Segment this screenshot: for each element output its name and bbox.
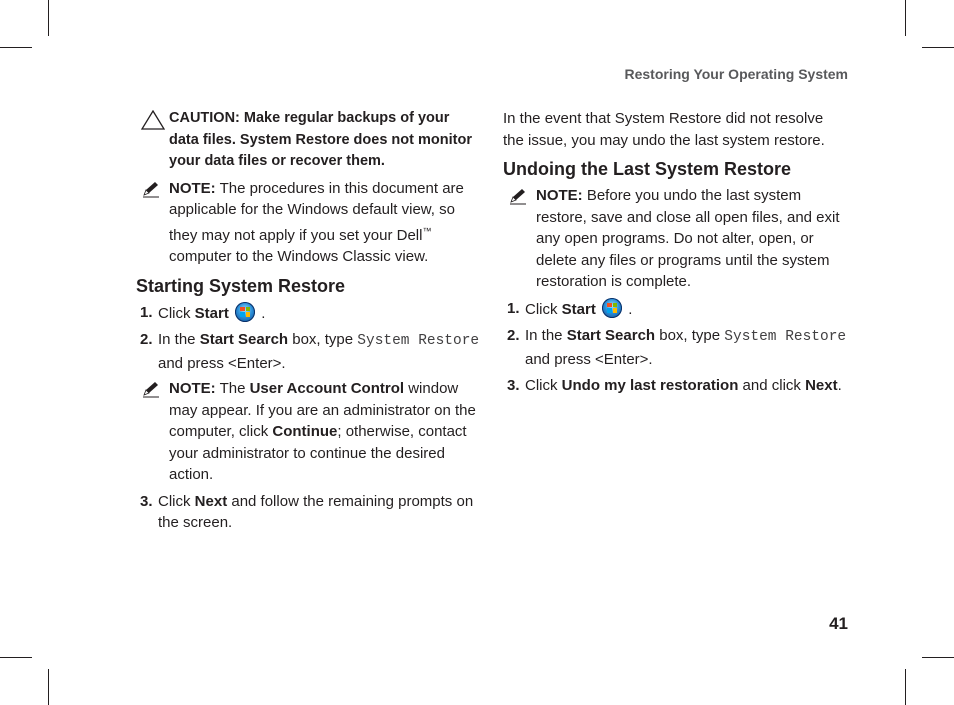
- code-text: System Restore: [724, 329, 847, 345]
- right-column: [503, 108, 848, 402]
- note-block: [136, 178, 481, 268]
- note-label: NOTE:: [536, 187, 583, 204]
- step-text: Click: [525, 300, 562, 318]
- step-bold: Start: [561, 300, 596, 318]
- crop-mark: [922, 657, 954, 658]
- crop-mark: [0, 47, 32, 48]
- crop-mark: [905, 669, 906, 705]
- note-label: NOTE:: [169, 179, 216, 197]
- note-label: NOTE:: [169, 380, 216, 397]
- windows-start-orb-icon: [602, 298, 622, 318]
- step-bold: Undo my last restoration: [561, 377, 739, 394]
- crop-mark: [905, 0, 906, 36]
- step-text: .: [257, 304, 266, 322]
- step-bold: Next: [194, 492, 228, 510]
- step-text: and press <Enter>.: [525, 350, 653, 368]
- step-bold: Start Search: [199, 331, 289, 348]
- warning-triangle-icon: [141, 110, 161, 128]
- note-text: The: [215, 380, 250, 397]
- pencil-note-icon: [141, 380, 161, 398]
- section-heading-starting: Starting System Restore: [136, 275, 346, 296]
- step-number: 3.: [140, 492, 153, 510]
- section-heading-undoing: Undoing the Last System Restore: [503, 159, 792, 179]
- step-text: and follow the remaining prompts on the screen.: [158, 492, 474, 531]
- list-item: [503, 298, 848, 321]
- step-number: 2.: [507, 327, 520, 344]
- code-text: System Restore: [357, 333, 480, 349]
- caution-block: [136, 108, 481, 173]
- windows-start-orb-icon: [235, 302, 255, 322]
- pencil-note-icon: [508, 187, 528, 205]
- crop-mark: [48, 0, 49, 36]
- note-text: window may appear. If you are an administrator on the computer, click: [169, 380, 476, 440]
- note-text: computer to the Windows Classic view.: [169, 248, 429, 265]
- step-text: Click: [158, 304, 195, 322]
- crop-mark: [48, 669, 49, 705]
- step-bold: Next: [805, 377, 838, 394]
- list-item: [136, 329, 481, 486]
- step-number: 3.: [507, 377, 520, 394]
- step-text: In the: [525, 327, 567, 344]
- step-text: box, type: [655, 327, 725, 344]
- step-text: box, type: [288, 331, 358, 348]
- list-item: [136, 491, 481, 534]
- step-number: 1.: [507, 299, 520, 317]
- list-item: [503, 325, 848, 370]
- list-item: [136, 302, 481, 325]
- step-text: Click: [158, 492, 195, 510]
- step-text: Click: [525, 377, 562, 394]
- crop-mark: [922, 47, 954, 48]
- note-text: Before you undo the last system restore, save and close all open files, and exit any open programs. Do not alter, open, or delete any files or programs until the system restoration is complete.: [536, 187, 840, 290]
- note-block: [503, 185, 848, 293]
- step-number: 2.: [140, 331, 153, 348]
- intro-paragraph: In the event that System Restore did not resolve the issue, you may undo the last system restore.: [503, 110, 825, 149]
- step-text: and click: [738, 377, 806, 394]
- note-text: ; otherwise, contact your administrator to continue the desired action.: [169, 423, 467, 483]
- steps-list: [136, 302, 481, 534]
- caution-text: CAUTION: Make regular backups of your data files. System Restore does not monitor your data files or recover them.: [169, 110, 472, 169]
- step-text: and press <Enter>.: [158, 354, 286, 372]
- running-head: Restoring Your Operating System: [624, 66, 848, 82]
- step-number: 1.: [140, 303, 153, 321]
- step-bold: Start Search: [566, 327, 656, 344]
- note-bold: User Account Control: [249, 380, 405, 397]
- step-bold: Start: [194, 304, 229, 322]
- note-block: [136, 378, 481, 486]
- left-column: [136, 108, 481, 539]
- crop-mark: [0, 657, 32, 658]
- list-item: [503, 375, 848, 397]
- page-number: 41: [829, 614, 848, 633]
- step-text: In the: [158, 331, 200, 348]
- step-text: .: [624, 300, 633, 318]
- steps-list: [503, 298, 848, 397]
- trademark-symbol: ™: [422, 225, 432, 236]
- step-text: .: [837, 377, 842, 394]
- pencil-note-icon: [141, 180, 161, 198]
- note-bold: Continue: [272, 423, 338, 440]
- note-text: The procedures in this document are applicable for the Windows default view, so they may not apply if you set your Dell: [169, 179, 464, 244]
